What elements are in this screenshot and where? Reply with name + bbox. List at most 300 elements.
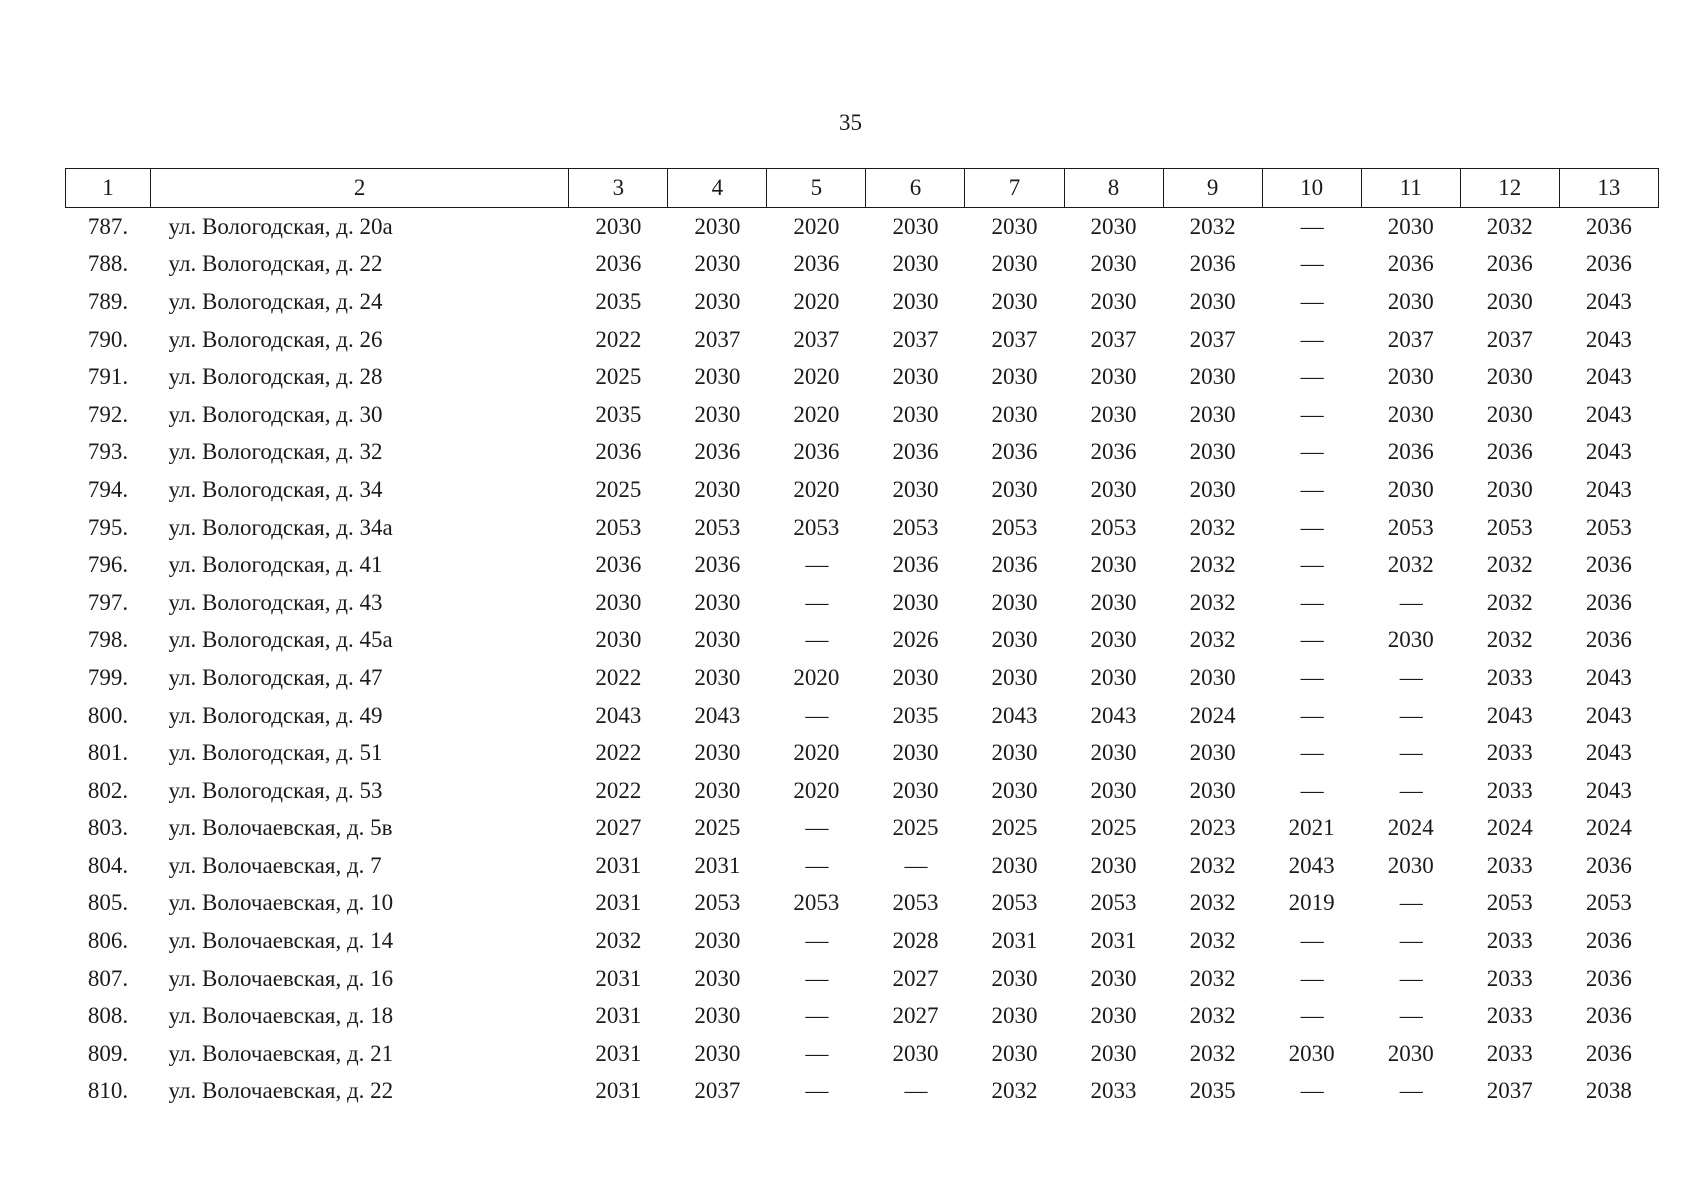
year-cell-col-9: 2032 <box>1189 1040 1236 1066</box>
row-address: ул. Вологодская, д. 32 <box>168 439 383 465</box>
header-row <box>66 169 1659 208</box>
table-row <box>66 659 1659 697</box>
year-cell-col-13: 2036 <box>1585 627 1632 653</box>
year-cell-col-11: — <box>1399 589 1422 615</box>
column-header-5: 5 <box>767 169 866 208</box>
year-cell-col-8: 2030 <box>1090 777 1137 803</box>
year-cell-col-12: 2032 <box>1486 552 1533 578</box>
row-address: ул. Вологодская, д. 24 <box>168 288 383 314</box>
row-address: ул. Вологодская, д. 30 <box>168 401 383 427</box>
year-cell-col-11: — <box>1399 664 1422 690</box>
year-cell-col-13: 2036 <box>1585 965 1632 991</box>
year-cell-col-5: — <box>805 852 828 878</box>
year-cell-col-11: 2036 <box>1387 251 1434 277</box>
year-cell-col-7: 2030 <box>991 965 1038 991</box>
year-cell-col-13: 2043 <box>1585 476 1632 502</box>
row-address: ул. Волочаевская, д. 18 <box>168 1003 394 1029</box>
page-number: 35 <box>839 110 862 135</box>
housing-repair-schedule-table <box>65 168 1659 1110</box>
year-cell-col-6: 2035 <box>892 702 939 728</box>
row-number: 792. <box>87 401 129 427</box>
year-cell-col-10: — <box>1300 664 1323 690</box>
year-cell-col-4: 2030 <box>694 627 741 653</box>
table-row <box>66 208 1659 246</box>
year-cell-col-7: 2030 <box>991 664 1038 690</box>
year-cell-col-5: — <box>805 702 828 728</box>
year-cell-col-11: — <box>1399 777 1422 803</box>
year-cell-col-8: 2037 <box>1090 326 1137 352</box>
year-cell-col-6: 2027 <box>892 1003 939 1029</box>
year-cell-col-10: — <box>1300 364 1323 390</box>
year-cell-col-5: 2020 <box>793 213 840 239</box>
year-cell-col-5: 2053 <box>793 514 840 540</box>
year-cell-col-13: 2036 <box>1585 1040 1632 1066</box>
row-number: 791. <box>87 364 129 390</box>
column-header-7: 7 <box>965 169 1064 208</box>
year-cell-col-9: 2035 <box>1189 1078 1236 1104</box>
year-cell-col-11: — <box>1399 702 1422 728</box>
row-number: 794. <box>87 476 129 502</box>
table-row <box>66 471 1659 509</box>
year-cell-col-5: — <box>805 815 828 841</box>
column-header-12: 12 <box>1460 169 1559 208</box>
year-cell-col-3: 2036 <box>595 552 642 578</box>
year-cell-col-6: 2030 <box>892 251 939 277</box>
year-cell-col-9: 2032 <box>1189 589 1236 615</box>
year-cell-col-8: 2043 <box>1090 702 1137 728</box>
year-cell-col-7: 2036 <box>991 552 1038 578</box>
year-cell-col-8: 2030 <box>1090 627 1137 653</box>
year-cell-col-5: — <box>805 928 828 954</box>
year-cell-col-7: 2030 <box>991 627 1038 653</box>
year-cell-col-12: 2033 <box>1486 965 1533 991</box>
year-cell-col-13: 2036 <box>1585 213 1632 239</box>
column-header-2: 2 <box>151 169 569 208</box>
row-address: ул. Волочаевская, д. 10 <box>168 890 394 916</box>
year-cell-col-4: 2030 <box>694 1003 741 1029</box>
row-address: ул. Вологодская, д. 26 <box>168 326 383 352</box>
year-cell-col-12: 2032 <box>1486 627 1533 653</box>
year-cell-col-7: 2030 <box>991 1040 1038 1066</box>
year-cell-col-5: 2036 <box>793 439 840 465</box>
year-cell-col-4: 2030 <box>694 589 741 615</box>
year-cell-col-8: 2025 <box>1090 815 1137 841</box>
table-header <box>66 169 1659 208</box>
year-cell-col-8: 2030 <box>1090 213 1137 239</box>
year-cell-col-7: 2030 <box>991 401 1038 427</box>
year-cell-col-5: 2020 <box>793 777 840 803</box>
year-cell-col-4: 2030 <box>694 740 741 766</box>
year-cell-col-9: 2032 <box>1189 928 1236 954</box>
year-cell-col-4: 2036 <box>694 439 741 465</box>
table-row <box>66 922 1659 960</box>
year-cell-col-10: 2021 <box>1288 815 1335 841</box>
table-row <box>66 246 1659 284</box>
year-cell-col-9: 2032 <box>1189 213 1236 239</box>
year-cell-col-6: 2030 <box>892 777 939 803</box>
year-cell-col-6: 2030 <box>892 288 939 314</box>
table-row <box>66 622 1659 660</box>
year-cell-col-7: 2025 <box>991 815 1038 841</box>
year-cell-col-11: 2032 <box>1387 552 1434 578</box>
year-cell-col-9: 2032 <box>1189 852 1236 878</box>
year-cell-col-6: 2030 <box>892 589 939 615</box>
year-cell-col-10: 2043 <box>1288 852 1335 878</box>
row-address: ул. Вологодская, д. 34а <box>168 514 393 540</box>
year-cell-col-7: 2030 <box>991 251 1038 277</box>
year-cell-col-4: 2030 <box>694 364 741 390</box>
year-cell-col-8: 2030 <box>1090 740 1137 766</box>
year-cell-col-12: 2033 <box>1486 1040 1533 1066</box>
table-row <box>66 546 1659 584</box>
year-cell-col-12: 2036 <box>1486 439 1533 465</box>
year-cell-col-7: 2032 <box>991 1078 1038 1104</box>
year-cell-col-3: 2030 <box>595 589 642 615</box>
year-cell-col-5: — <box>805 589 828 615</box>
year-cell-col-3: 2022 <box>595 740 642 766</box>
year-cell-col-5: — <box>805 627 828 653</box>
row-number: 810. <box>87 1078 129 1104</box>
row-number: 789. <box>87 288 129 314</box>
row-address: ул. Волочаевская, д. 22 <box>168 1078 394 1104</box>
year-cell-col-7: 2031 <box>991 928 1038 954</box>
column-header-11: 11 <box>1361 169 1460 208</box>
year-cell-col-9: 2030 <box>1189 401 1236 427</box>
year-cell-col-6: 2036 <box>892 552 939 578</box>
year-cell-col-12: 2053 <box>1486 514 1533 540</box>
year-cell-col-6: 2027 <box>892 965 939 991</box>
table-row <box>66 358 1659 396</box>
year-cell-col-6: 2028 <box>892 928 939 954</box>
table-row <box>66 396 1659 434</box>
year-cell-col-13: 2043 <box>1585 288 1632 314</box>
row-address: ул. Вологодская, д. 43 <box>168 589 383 615</box>
year-cell-col-3: 2025 <box>595 364 642 390</box>
year-cell-col-8: 2030 <box>1090 288 1137 314</box>
year-cell-col-9: 2024 <box>1189 702 1236 728</box>
year-cell-col-11: 2030 <box>1387 213 1434 239</box>
table-row <box>66 847 1659 885</box>
year-cell-col-11: — <box>1399 1003 1422 1029</box>
column-header-13: 13 <box>1559 169 1658 208</box>
year-cell-col-9: 2030 <box>1189 664 1236 690</box>
year-cell-col-13: 2053 <box>1585 890 1632 916</box>
year-cell-col-5: 2020 <box>793 664 840 690</box>
year-cell-col-13: 2038 <box>1585 1078 1632 1104</box>
year-cell-col-6: 2030 <box>892 476 939 502</box>
row-address: ул. Вологодская, д. 45а <box>168 627 393 653</box>
year-cell-col-11: — <box>1399 928 1422 954</box>
column-header-8: 8 <box>1064 169 1163 208</box>
year-cell-col-5: 2020 <box>793 364 840 390</box>
table-row <box>66 734 1659 772</box>
row-address: ул. Вологодская, д. 41 <box>168 552 383 578</box>
year-cell-col-8: 2030 <box>1090 1003 1137 1029</box>
year-cell-col-13: 2053 <box>1585 514 1632 540</box>
year-cell-col-7: 2030 <box>991 589 1038 615</box>
year-cell-col-12: 2033 <box>1486 852 1533 878</box>
row-address: ул. Вологодская, д. 53 <box>168 777 383 803</box>
year-cell-col-11: 2030 <box>1387 401 1434 427</box>
year-cell-col-11: 2030 <box>1387 476 1434 502</box>
year-cell-col-9: 2030 <box>1189 364 1236 390</box>
year-cell-col-3: 2031 <box>595 1078 642 1104</box>
row-number: 807. <box>87 965 129 991</box>
year-cell-col-6: 2030 <box>892 740 939 766</box>
year-cell-col-9: 2030 <box>1189 740 1236 766</box>
year-cell-col-4: 2030 <box>694 777 741 803</box>
year-cell-col-13: 2036 <box>1585 251 1632 277</box>
year-cell-col-6: 2025 <box>892 815 939 841</box>
row-number: 808. <box>87 1003 129 1029</box>
row-number: 804. <box>87 852 129 878</box>
year-cell-col-13: 2043 <box>1585 326 1632 352</box>
year-cell-col-10: — <box>1300 514 1323 540</box>
year-cell-col-4: 2030 <box>694 288 741 314</box>
year-cell-col-3: 2027 <box>595 815 642 841</box>
year-cell-col-10: — <box>1300 627 1323 653</box>
year-cell-col-11: 2053 <box>1387 514 1434 540</box>
year-cell-col-9: 2030 <box>1189 777 1236 803</box>
year-cell-col-10: — <box>1300 213 1323 239</box>
year-cell-col-10: — <box>1300 439 1323 465</box>
year-cell-col-8: 2030 <box>1090 664 1137 690</box>
year-cell-col-11: — <box>1399 740 1422 766</box>
year-cell-col-5: 2020 <box>793 288 840 314</box>
year-cell-col-10: 2019 <box>1288 890 1335 916</box>
year-cell-col-5: 2020 <box>793 401 840 427</box>
year-cell-col-3: 2030 <box>595 213 642 239</box>
row-address: ул. Волочаевская, д. 14 <box>168 928 394 954</box>
row-address: ул. Вологодская, д. 49 <box>168 702 383 728</box>
year-cell-col-9: 2030 <box>1189 476 1236 502</box>
year-cell-col-8: 2030 <box>1090 364 1137 390</box>
year-cell-col-7: 2053 <box>991 890 1038 916</box>
column-header-9: 9 <box>1163 169 1262 208</box>
table-row <box>66 1035 1659 1073</box>
year-cell-col-11: — <box>1399 890 1422 916</box>
year-cell-col-10: — <box>1300 740 1323 766</box>
column-header-10: 10 <box>1262 169 1361 208</box>
year-cell-col-8: 2030 <box>1090 401 1137 427</box>
year-cell-col-7: 2036 <box>991 439 1038 465</box>
row-number: 796. <box>87 552 129 578</box>
year-cell-col-12: 2036 <box>1486 251 1533 277</box>
year-cell-col-12: 2037 <box>1486 1078 1533 1104</box>
year-cell-col-3: 2030 <box>595 627 642 653</box>
year-cell-col-8: 2036 <box>1090 439 1137 465</box>
row-address: ул. Вологодская, д. 51 <box>168 740 383 766</box>
column-header-1: 1 <box>66 169 151 208</box>
year-cell-col-9: 2032 <box>1189 890 1236 916</box>
year-cell-col-12: 2024 <box>1486 815 1533 841</box>
year-cell-col-3: 2036 <box>595 251 642 277</box>
year-cell-col-10: — <box>1300 552 1323 578</box>
year-cell-col-10: — <box>1300 401 1323 427</box>
year-cell-col-3: 2035 <box>595 401 642 427</box>
year-cell-col-4: 2030 <box>694 664 741 690</box>
year-cell-col-4: 2030 <box>694 965 741 991</box>
year-cell-col-12: 2033 <box>1486 740 1533 766</box>
year-cell-col-4: 2043 <box>694 702 741 728</box>
year-cell-col-5: — <box>805 1078 828 1104</box>
year-cell-col-6: 2053 <box>892 514 939 540</box>
year-cell-col-5: — <box>805 1040 828 1066</box>
year-cell-col-4: 2030 <box>694 213 741 239</box>
year-cell-col-6: 2030 <box>892 664 939 690</box>
year-cell-col-11: 2030 <box>1387 364 1434 390</box>
table-row <box>66 810 1659 848</box>
year-cell-col-6: — <box>904 1078 927 1104</box>
year-cell-col-8: 2030 <box>1090 852 1137 878</box>
year-cell-col-12: 2043 <box>1486 702 1533 728</box>
year-cell-col-12: 2033 <box>1486 1003 1533 1029</box>
year-cell-col-7: 2053 <box>991 514 1038 540</box>
year-cell-col-13: 2043 <box>1585 702 1632 728</box>
year-cell-col-13: 2043 <box>1585 364 1632 390</box>
year-cell-col-4: 2030 <box>694 476 741 502</box>
year-cell-col-11: 2037 <box>1387 326 1434 352</box>
year-cell-col-7: 2030 <box>991 852 1038 878</box>
table-row <box>66 960 1659 998</box>
table-row <box>66 434 1659 472</box>
year-cell-col-3: 2036 <box>595 439 642 465</box>
year-cell-col-13: 2036 <box>1585 928 1632 954</box>
year-cell-col-8: 2030 <box>1090 965 1137 991</box>
year-cell-col-9: 2032 <box>1189 627 1236 653</box>
year-cell-col-11: 2030 <box>1387 288 1434 314</box>
year-cell-col-3: 2031 <box>595 890 642 916</box>
year-cell-col-10: — <box>1300 1003 1323 1029</box>
year-cell-col-3: 2031 <box>595 852 642 878</box>
year-cell-col-10: — <box>1300 1078 1323 1104</box>
table-row <box>66 997 1659 1035</box>
year-cell-col-4: 2036 <box>694 552 741 578</box>
year-cell-col-10: — <box>1300 251 1323 277</box>
row-number: 787. <box>87 213 129 239</box>
year-cell-col-9: 2032 <box>1189 965 1236 991</box>
year-cell-col-12: 2032 <box>1486 213 1533 239</box>
year-cell-col-9: 2030 <box>1189 439 1236 465</box>
year-cell-col-8: 2031 <box>1090 928 1137 954</box>
column-header-4: 4 <box>668 169 767 208</box>
year-cell-col-8: 2030 <box>1090 1040 1137 1066</box>
table-row <box>66 772 1659 810</box>
year-cell-col-9: 2023 <box>1189 815 1236 841</box>
year-cell-col-6: 2036 <box>892 439 939 465</box>
row-number: 800. <box>87 702 129 728</box>
year-cell-col-11: — <box>1399 1078 1422 1104</box>
year-cell-col-8: 2030 <box>1090 251 1137 277</box>
year-cell-col-3: 2053 <box>595 514 642 540</box>
year-cell-col-8: 2053 <box>1090 890 1137 916</box>
row-number: 795. <box>87 514 129 540</box>
year-cell-col-7: 2037 <box>991 326 1038 352</box>
year-cell-col-4: 2030 <box>694 251 741 277</box>
year-cell-col-10: — <box>1300 702 1323 728</box>
year-cell-col-12: 2033 <box>1486 928 1533 954</box>
year-cell-col-5: 2036 <box>793 251 840 277</box>
year-cell-col-11: 2030 <box>1387 1040 1434 1066</box>
year-cell-col-11: — <box>1399 965 1422 991</box>
year-cell-col-10: — <box>1300 326 1323 352</box>
row-number: 797. <box>87 589 129 615</box>
year-cell-col-11: 2030 <box>1387 852 1434 878</box>
year-cell-col-10: — <box>1300 777 1323 803</box>
year-cell-col-8: 2030 <box>1090 589 1137 615</box>
year-cell-col-12: 2030 <box>1486 288 1533 314</box>
year-cell-col-11: 2024 <box>1387 815 1434 841</box>
table-row <box>66 1073 1659 1111</box>
year-cell-col-3: 2031 <box>595 965 642 991</box>
year-cell-col-4: 2030 <box>694 928 741 954</box>
year-cell-col-8: 2033 <box>1090 1078 1137 1104</box>
year-cell-col-4: 2037 <box>694 326 741 352</box>
year-cell-col-12: 2030 <box>1486 401 1533 427</box>
table-row <box>66 321 1659 359</box>
year-cell-col-3: 2031 <box>595 1003 642 1029</box>
year-cell-col-4: 2025 <box>694 815 741 841</box>
row-number: 802. <box>87 777 129 803</box>
row-address: ул. Вологодская, д. 34 <box>168 476 383 502</box>
year-cell-col-3: 2035 <box>595 288 642 314</box>
year-cell-col-3: 2022 <box>595 326 642 352</box>
row-address: ул. Вологодская, д. 20а <box>168 213 393 239</box>
row-address: ул. Вологодская, д. 47 <box>168 664 383 690</box>
row-number: 801. <box>87 740 129 766</box>
row-number: 805. <box>87 890 129 916</box>
year-cell-col-12: 2030 <box>1486 364 1533 390</box>
year-cell-col-3: 2031 <box>595 1040 642 1066</box>
year-cell-col-9: 2030 <box>1189 288 1236 314</box>
column-header-6: 6 <box>866 169 965 208</box>
year-cell-col-3: 2025 <box>595 476 642 502</box>
year-cell-col-5: — <box>805 552 828 578</box>
table-row <box>66 885 1659 923</box>
year-cell-col-13: 2043 <box>1585 777 1632 803</box>
year-cell-col-10: — <box>1300 928 1323 954</box>
year-cell-col-12: 2037 <box>1486 326 1533 352</box>
row-number: 790. <box>87 326 129 352</box>
year-cell-col-11: 2036 <box>1387 439 1434 465</box>
year-cell-col-12: 2053 <box>1486 890 1533 916</box>
row-address: ул. Вологодская, д. 22 <box>168 251 383 277</box>
year-cell-col-7: 2030 <box>991 364 1038 390</box>
year-cell-col-9: 2037 <box>1189 326 1236 352</box>
year-cell-col-5: 2037 <box>793 326 840 352</box>
year-cell-col-9: 2032 <box>1189 514 1236 540</box>
year-cell-col-8: 2053 <box>1090 514 1137 540</box>
year-cell-col-13: 2043 <box>1585 740 1632 766</box>
year-cell-col-12: 2032 <box>1486 589 1533 615</box>
year-cell-col-8: 2030 <box>1090 552 1137 578</box>
year-cell-col-11: 2030 <box>1387 627 1434 653</box>
year-cell-col-8: 2030 <box>1090 476 1137 502</box>
year-cell-col-12: 2033 <box>1486 777 1533 803</box>
year-cell-col-4: 2030 <box>694 401 741 427</box>
year-cell-col-13: 2043 <box>1585 664 1632 690</box>
row-number: 793. <box>87 439 129 465</box>
year-cell-col-5: 2020 <box>793 476 840 502</box>
year-cell-col-10: — <box>1300 589 1323 615</box>
row-number: 806. <box>87 928 129 954</box>
year-cell-col-9: 2032 <box>1189 1003 1236 1029</box>
year-cell-col-10: — <box>1300 965 1323 991</box>
year-cell-col-5: 2020 <box>793 740 840 766</box>
row-number: 798. <box>87 627 129 653</box>
row-number: 803. <box>87 815 129 841</box>
row-address: ул. Волочаевская, д. 7 <box>168 852 382 878</box>
